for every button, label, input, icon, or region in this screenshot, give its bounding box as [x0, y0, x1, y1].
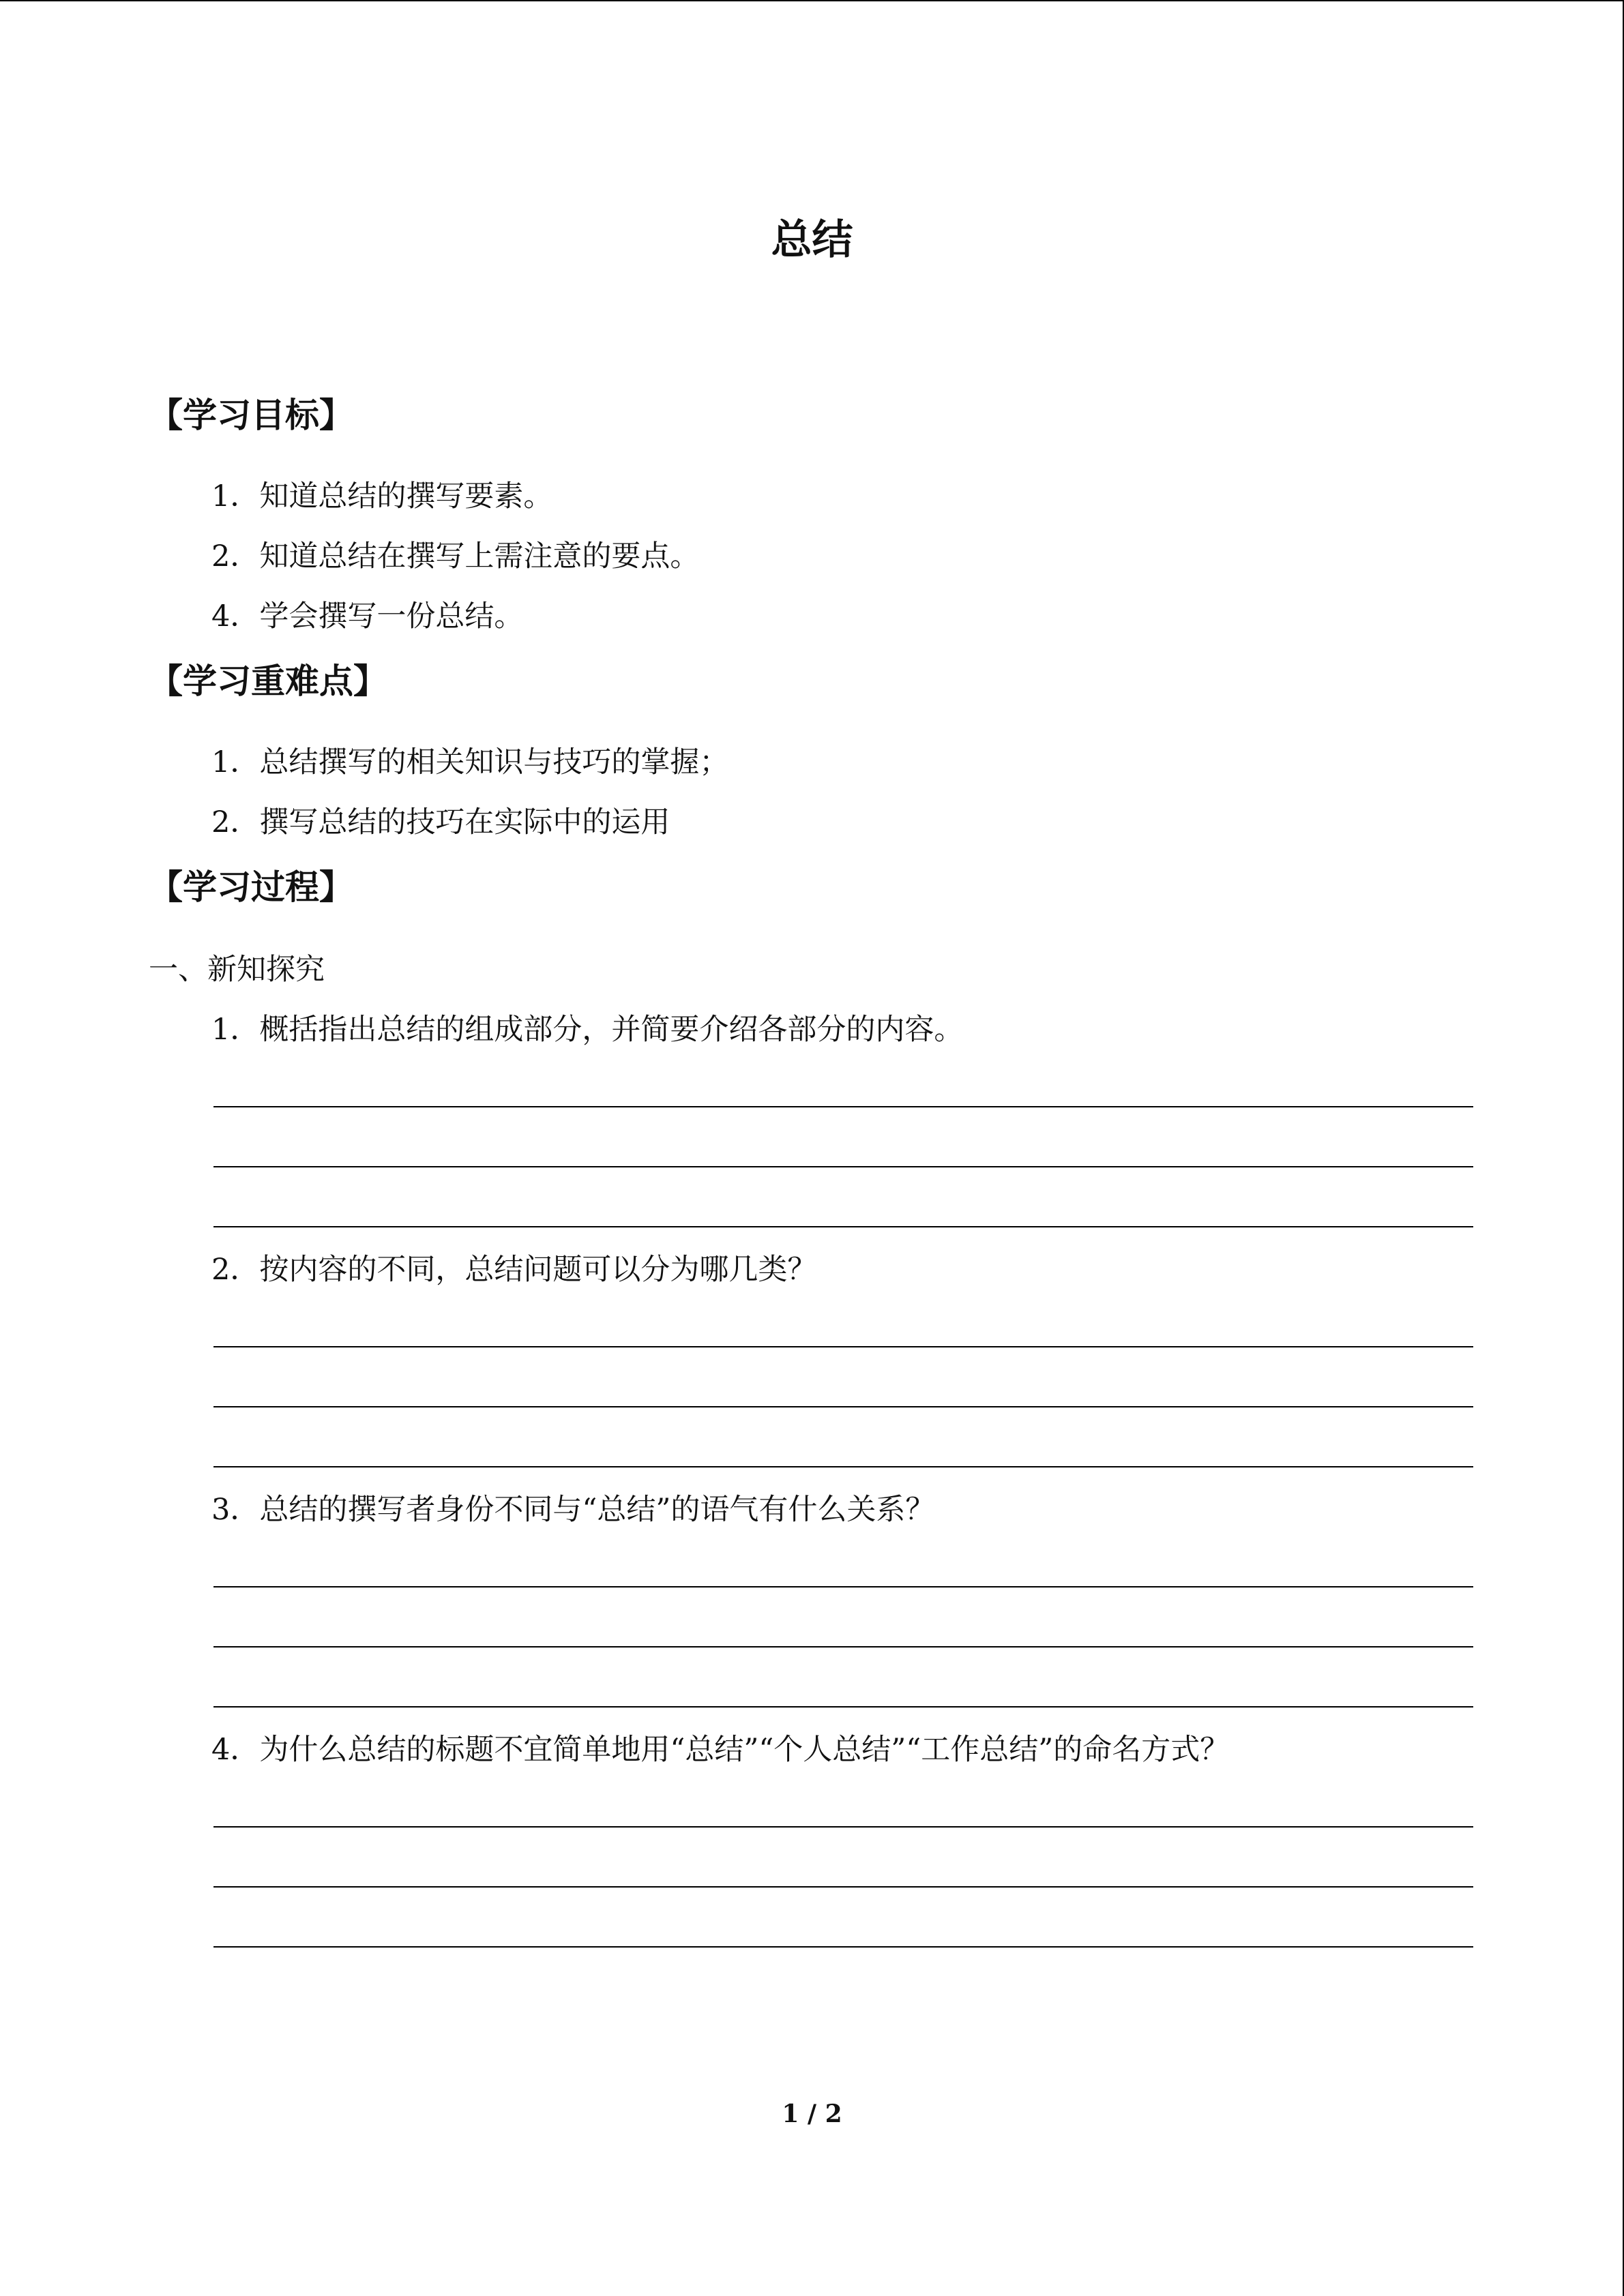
item-text: 总结撰写的相关知识与技巧的掌握；: [259, 745, 729, 779]
answer-line[interactable]: [213, 1406, 1473, 1407]
question-number: 4．: [211, 1733, 260, 1767]
subsection-heading: 一、新知探究: [149, 953, 325, 987]
question-text: 总结的撰写者身份不同与“总结”的语气有什么关系？: [259, 1493, 935, 1527]
answer-line[interactable]: [213, 1466, 1473, 1467]
answer-line[interactable]: [213, 1826, 1473, 1828]
item-text: 撰写总结的技巧在实际中的运用: [259, 805, 670, 839]
question-text: 为什么总结的标题不宜简单地用“总结”“个人总结”“工作总结”的命名方式？: [259, 1733, 1230, 1767]
section-heading-key-points: 【学习重难点】: [149, 661, 387, 701]
item-number: 1．: [211, 479, 260, 513]
answer-line[interactable]: [213, 1946, 1473, 1948]
key-point-item: [211, 802, 670, 843]
answer-line[interactable]: [213, 1346, 1473, 1347]
page-number: 1 / 2: [782, 2100, 842, 2128]
item-text: 知道总结在撰写上需注意的要点。: [259, 539, 700, 573]
answer-line[interactable]: [213, 1166, 1473, 1167]
question-text: 按内容的不同，总结问题可以分为哪几类？: [259, 1253, 817, 1287]
answer-line[interactable]: [213, 1106, 1473, 1107]
answer-line[interactable]: [213, 1886, 1473, 1888]
section-heading-objectives: 【学习目标】: [149, 396, 353, 435]
question-item: [211, 1009, 963, 1050]
question-item: [211, 1729, 1229, 1770]
question-number: 1．: [211, 1013, 260, 1047]
question-number: 3．: [211, 1493, 260, 1527]
question-item: [211, 1489, 934, 1530]
item-number: 1．: [211, 745, 260, 779]
question-number: 2．: [211, 1253, 260, 1287]
item-text: 学会撰写一份总结。: [259, 599, 524, 633]
objective-item: [211, 476, 552, 517]
item-number: 4．: [211, 599, 260, 633]
objective-item: [211, 536, 699, 577]
item-number: 2．: [211, 805, 260, 839]
objective-item: [211, 596, 523, 637]
answer-line[interactable]: [213, 1586, 1473, 1587]
answer-line[interactable]: [213, 1646, 1473, 1648]
page-title: 总结: [771, 216, 853, 264]
item-number: 2．: [211, 539, 260, 573]
answer-line[interactable]: [213, 1706, 1473, 1708]
item-text: 知道总结的撰写要素。: [259, 479, 553, 513]
question-item: [211, 1249, 816, 1290]
key-point-item: [211, 742, 728, 783]
answer-line[interactable]: [213, 1226, 1473, 1227]
question-text: 概括指出总结的组成部分，并简要介绍各部分的内容。: [259, 1013, 964, 1047]
section-heading-process: 【学习过程】: [149, 867, 353, 907]
